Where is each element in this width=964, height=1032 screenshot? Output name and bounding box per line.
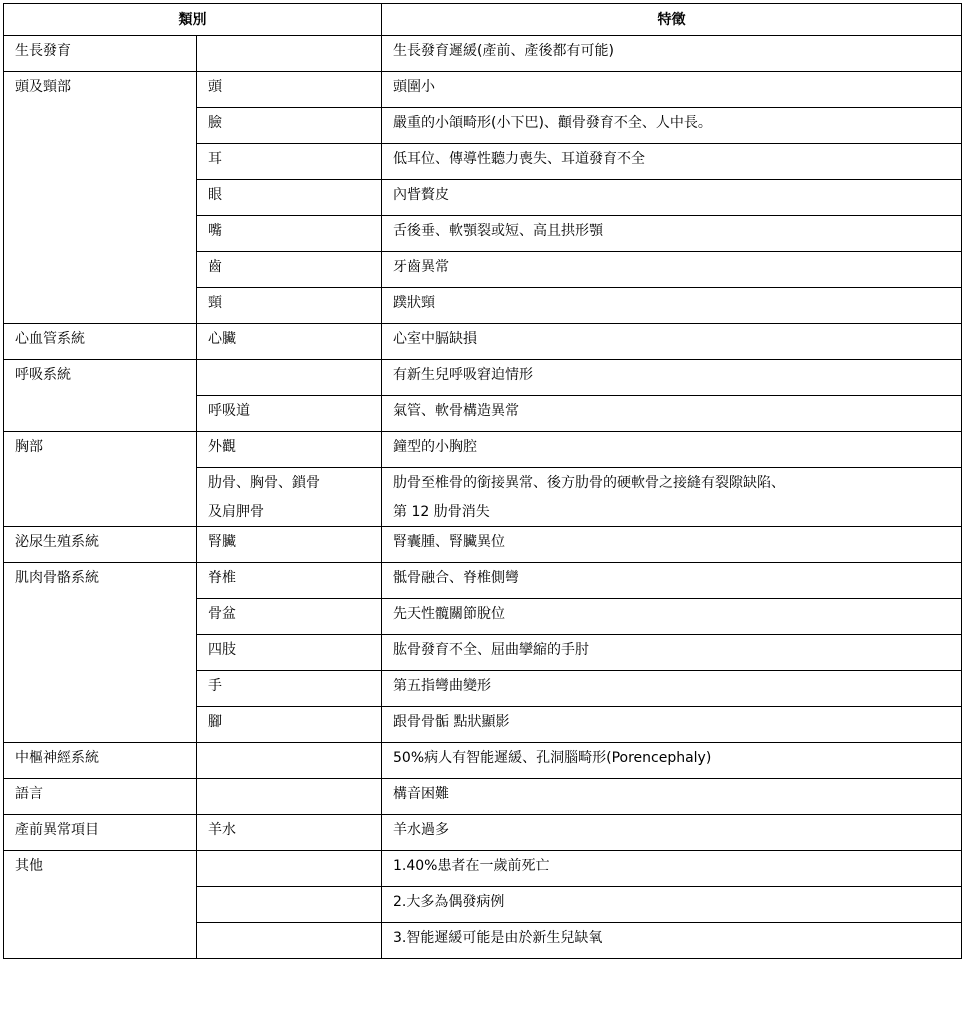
feature-cell: 蹼狀頸	[382, 288, 962, 324]
subcategory-cell: 嘴	[197, 216, 382, 252]
category-cell: 肌肉骨骼系統	[4, 563, 197, 743]
category-cell: 生長發育	[4, 36, 197, 72]
category-cell: 語言	[4, 779, 197, 815]
header-category: 類別	[4, 4, 382, 36]
feature-cell: 第五指彎曲變形	[382, 671, 962, 707]
table-row	[4, 324, 962, 360]
feature-cell: 嚴重的小頜畸形(小下巴)、顴骨發育不全、人中長。	[382, 108, 962, 144]
table-row	[4, 360, 962, 396]
subcategory-cell	[197, 743, 382, 779]
subcategory-cell	[197, 779, 382, 815]
subcategory-line: 肋骨、胸骨、鎖骨	[208, 475, 320, 491]
subcategory-cell: 頭	[197, 72, 382, 108]
syndrome-features-table	[3, 3, 962, 959]
subcategory-cell: 外觀	[197, 432, 382, 468]
feature-cell: 頭圍小	[382, 72, 962, 108]
category-cell: 呼吸系統	[4, 360, 197, 432]
subcategory-cell: 臉	[197, 108, 382, 144]
feature-cell: 先天性髖關節脫位	[382, 599, 962, 635]
table-row	[4, 815, 962, 851]
feature-cell: 氣管、軟骨構造異常	[382, 396, 962, 432]
table-body	[4, 36, 962, 959]
subcategory-cell: 耳	[197, 144, 382, 180]
subcategory-cell: 心臟	[197, 324, 382, 360]
table-row	[4, 779, 962, 815]
subcategory-line: 及肩胛骨	[208, 504, 264, 520]
subcategory-cell: 齒	[197, 252, 382, 288]
table-row	[4, 36, 962, 72]
subcategory-cell	[197, 887, 382, 923]
feature-cell: 2.大多為偶發病例	[382, 887, 962, 923]
subcategory-cell: 腳	[197, 707, 382, 743]
category-cell: 產前異常項目	[4, 815, 197, 851]
feature-line: 第 12 肋骨消失	[393, 504, 490, 520]
feature-cell: 50%病人有智能遲緩、孔洞腦畸形(Porencephaly)	[382, 743, 962, 779]
subcategory-cell	[197, 851, 382, 887]
subcategory-cell	[197, 923, 382, 959]
table-row	[4, 72, 962, 108]
category-cell: 其他	[4, 851, 197, 959]
table-row	[4, 432, 962, 468]
feature-cell: 1.40%患者在一歲前死亡	[382, 851, 962, 887]
feature-cell: 有新生兒呼吸窘迫情形	[382, 360, 962, 396]
feature-cell: 羊水過多	[382, 815, 962, 851]
feature-cell: 內眥贅皮	[382, 180, 962, 216]
subcategory-cell: 腎臟	[197, 527, 382, 563]
feature-cell: 肱骨發育不全、屈曲攣縮的手肘	[382, 635, 962, 671]
feature-cell: 舌後垂、軟顎裂或短、高且拱形顎	[382, 216, 962, 252]
feature-cell: 骶骨融合、脊椎側彎	[382, 563, 962, 599]
feature-cell: 3.智能遲緩可能是由於新生兒缺氧	[382, 923, 962, 959]
feature-cell: 低耳位、傳導性聽力喪失、耳道發育不全	[382, 144, 962, 180]
subcategory-cell: 骨盆	[197, 599, 382, 635]
feature-cell: 構音困難	[382, 779, 962, 815]
subcategory-cell: 脊椎	[197, 563, 382, 599]
table-row	[4, 563, 962, 599]
subcategory-cell: 四肢	[197, 635, 382, 671]
feature-cell	[382, 468, 962, 527]
table-row	[4, 851, 962, 887]
subcategory-cell: 眼	[197, 180, 382, 216]
subcategory-cell	[197, 36, 382, 72]
category-cell: 胸部	[4, 432, 197, 527]
feature-cell: 生長發育遲緩(產前、產後都有可能)	[382, 36, 962, 72]
table-row	[4, 743, 962, 779]
feature-cell: 鐘型的小胸腔	[382, 432, 962, 468]
feature-cell: 跟骨骨骺 點狀顯影	[382, 707, 962, 743]
category-cell: 心血管系統	[4, 324, 197, 360]
subcategory-cell: 頸	[197, 288, 382, 324]
subcategory-cell: 呼吸道	[197, 396, 382, 432]
header-feature: 特徵	[382, 4, 962, 36]
category-cell: 頭及頸部	[4, 72, 197, 324]
feature-cell: 腎囊腫、腎臟異位	[382, 527, 962, 563]
subcategory-cell: 羊水	[197, 815, 382, 851]
feature-cell: 牙齒異常	[382, 252, 962, 288]
feature-line: 肋骨至椎骨的銜接異常、後方肋骨的硬軟骨之接縫有裂隙缺陷、	[393, 475, 785, 491]
subcategory-cell	[197, 360, 382, 396]
category-cell: 泌尿生殖系統	[4, 527, 197, 563]
category-cell: 中樞神經系統	[4, 743, 197, 779]
subcategory-cell: 手	[197, 671, 382, 707]
feature-cell: 心室中膈缺損	[382, 324, 962, 360]
table-row	[4, 527, 962, 563]
header-row	[4, 4, 962, 36]
subcategory-cell	[197, 468, 382, 527]
